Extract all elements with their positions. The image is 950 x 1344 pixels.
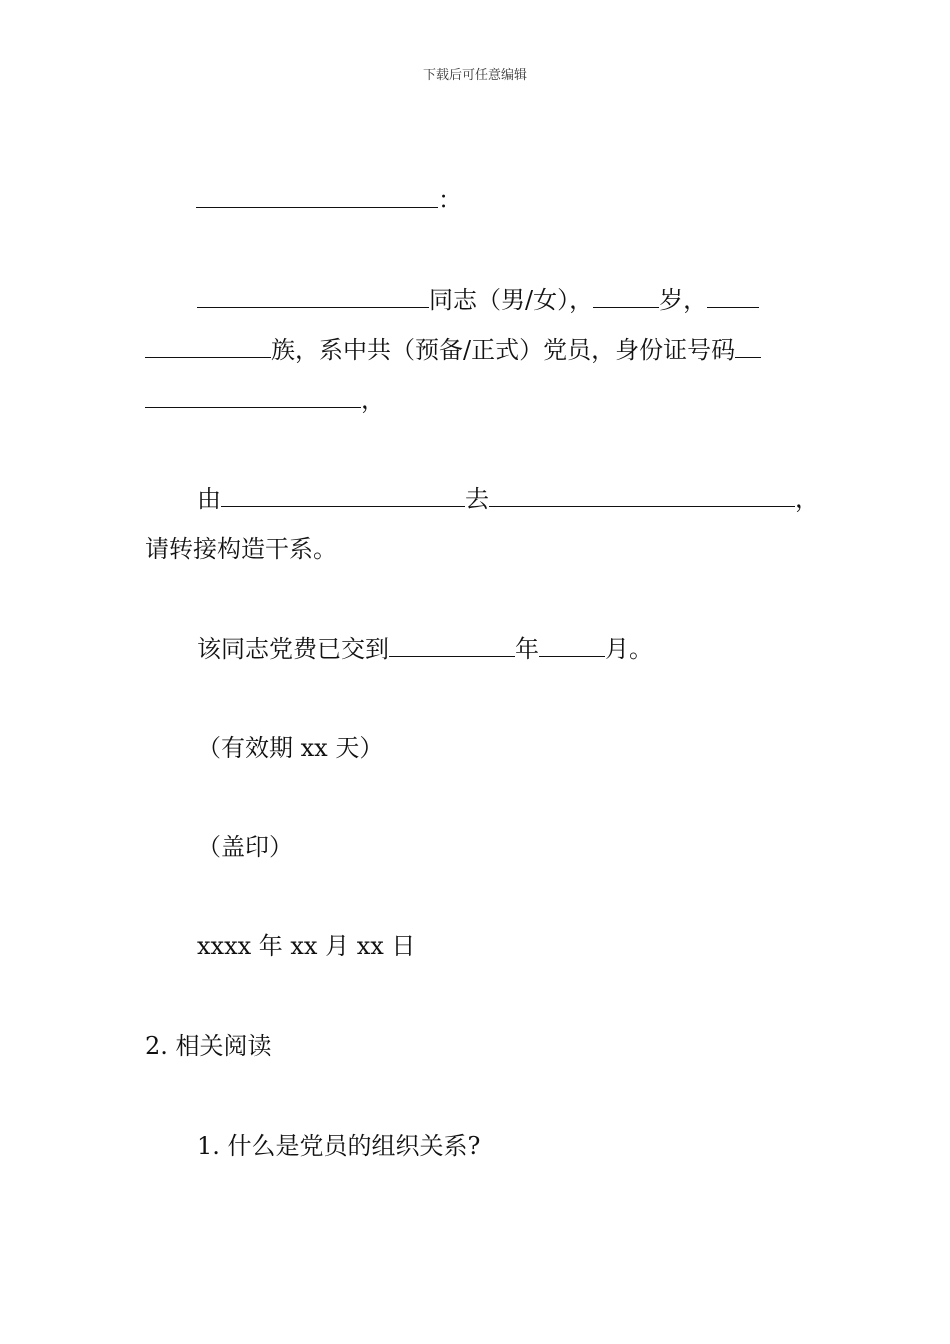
paragraph2-line1 [197,484,819,514]
question-1: 1. 什么是党员的组织关系? [197,1132,481,1160]
to-text: 去 [465,485,489,513]
to-org-blank[interactable] [489,484,795,507]
recipient-blank[interactable] [196,185,438,208]
paragraph1-line2 [145,335,761,365]
from-text: 由 [197,485,221,513]
paragraph2-line2: 请转接构造干系。 [145,535,337,563]
year-text: 年 [515,635,539,663]
paragraph1-end: ， [361,386,385,414]
paragraph1-line1 [197,285,759,315]
age-text: 岁， [659,286,708,314]
date-line: xxxx 年 xx 月 xx 日 [197,932,416,960]
validity-note: （有效期 xx 天） [197,734,384,762]
ethnicity-blank-end[interactable] [145,335,271,358]
dues-text: 该同志党费已交到 [197,635,389,663]
dues-year-blank[interactable] [389,634,515,657]
paragraph3-line [197,634,653,664]
month-text: 月。 [605,635,653,663]
ethnicity-text: 族，系中共（预备/正式）党员，身份证号码 [271,336,736,364]
id-blank-start[interactable] [735,335,761,358]
comrade-text: 同志（男/女）， [429,286,594,314]
name-blank[interactable] [197,285,429,308]
page-header: 下载后可任意编辑 [422,68,527,83]
from-org-blank[interactable] [221,484,465,507]
section-title: 2. 相关阅读 [145,1032,272,1060]
ethnicity-blank-start[interactable] [707,285,759,308]
paragraph1-line3 [145,385,385,415]
salutation-colon: ： [438,186,462,214]
salutation-line [196,185,462,215]
id-blank-end[interactable] [145,385,361,408]
dues-month-blank[interactable] [539,634,605,657]
seal-note: （盖印） [197,833,293,861]
paragraph2-comma: ， [795,485,819,513]
age-blank[interactable] [593,285,659,308]
